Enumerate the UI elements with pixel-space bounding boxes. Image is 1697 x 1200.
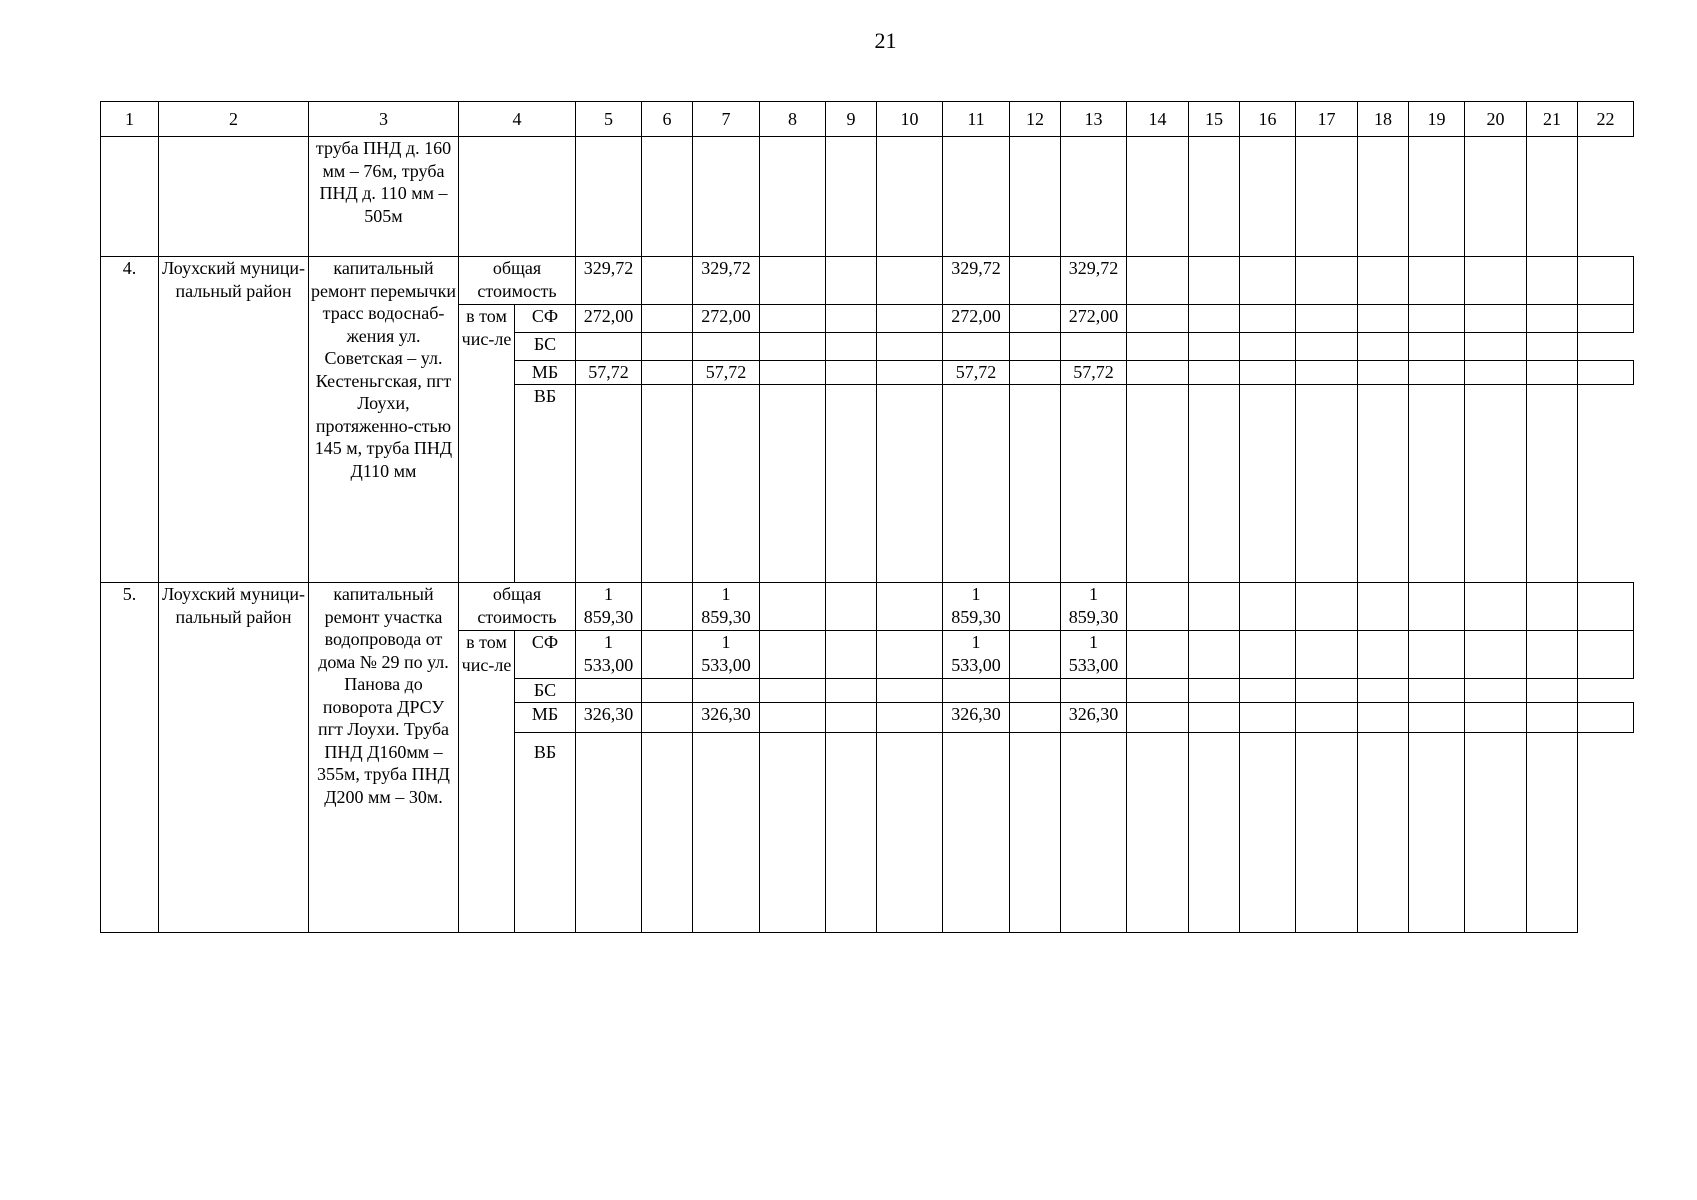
fund-label: СФ xyxy=(515,631,576,679)
table-row xyxy=(101,583,1634,631)
fund-label: БС xyxy=(515,333,576,361)
value-cell: 1 533,00 xyxy=(1061,631,1127,679)
value-cell: 329,72 xyxy=(943,257,1010,305)
including-label: в том чис-ле xyxy=(459,305,515,583)
header-cell: 5 xyxy=(576,102,642,137)
page-number: 21 xyxy=(874,28,897,53)
value-cell: 57,72 xyxy=(576,361,642,385)
value-cell: 1 533,00 xyxy=(693,631,760,679)
header-cell: 20 xyxy=(1465,102,1527,137)
object-description: капитальный ремонт участка водопровода от дома № 29 по ул. Панова до поворота ДРСУ пгт Лоухи. Труба ПНД Д160мм – 355м, труба ПНД Д200 мм – 30м. xyxy=(309,583,459,933)
header-cell: 8 xyxy=(760,102,826,137)
value-cell: 57,72 xyxy=(693,361,760,385)
row-number: 4. xyxy=(101,257,159,583)
value-cell: 329,72 xyxy=(576,257,642,305)
value-cell: 329,72 xyxy=(1061,257,1127,305)
including-label: в том чис-ле xyxy=(459,631,515,933)
header-cell: 17 xyxy=(1296,102,1358,137)
header-row xyxy=(101,102,1634,137)
header-cell: 15 xyxy=(1189,102,1240,137)
header-cell: 22 xyxy=(1578,102,1634,137)
value-cell: 272,00 xyxy=(693,305,760,333)
header-cell: 1 xyxy=(101,102,159,137)
table-row xyxy=(101,257,1634,305)
value-cell: 57,72 xyxy=(943,361,1010,385)
value-cell: 326,30 xyxy=(576,703,642,733)
object-description: труба ПНД д. 160 мм – 76м, труба ПНД д. 110 мм – 505м xyxy=(309,137,459,257)
value-cell: 329,72 xyxy=(693,257,760,305)
value-cell: 1 533,00 xyxy=(943,631,1010,679)
header-cell: 10 xyxy=(877,102,943,137)
header-cell: 11 xyxy=(943,102,1010,137)
header-cell: 16 xyxy=(1240,102,1296,137)
header-cell: 21 xyxy=(1527,102,1578,137)
row-number: 5. xyxy=(101,583,159,933)
value-cell: 57,72 xyxy=(1061,361,1127,385)
header-cell: 3 xyxy=(309,102,459,137)
header-cell: 4 xyxy=(459,102,576,137)
header-cell: 19 xyxy=(1409,102,1465,137)
header-cell: 9 xyxy=(826,102,877,137)
fund-label: СФ xyxy=(515,305,576,333)
header-cell: 18 xyxy=(1358,102,1409,137)
value-cell: 272,00 xyxy=(943,305,1010,333)
value-cell: 1 533,00 xyxy=(576,631,642,679)
fund-label: ВБ xyxy=(515,733,576,933)
district-name: Лоухский муници-пальный район xyxy=(159,583,309,933)
header-cell: 7 xyxy=(693,102,760,137)
header-cell: 14 xyxy=(1127,102,1189,137)
fund-label: МБ xyxy=(515,361,576,385)
total-cost-label: общая стоимость xyxy=(459,257,576,305)
value-cell: 1 859,30 xyxy=(943,583,1010,631)
value-cell: 1 859,30 xyxy=(1061,583,1127,631)
value-cell: 272,00 xyxy=(1061,305,1127,333)
header-cell: 2 xyxy=(159,102,309,137)
fund-label: ВБ xyxy=(515,385,576,583)
value-cell: 272,00 xyxy=(576,305,642,333)
value-cell: 326,30 xyxy=(1061,703,1127,733)
fund-label: МБ xyxy=(515,703,576,733)
program-table xyxy=(100,101,1634,933)
value-cell: 1 859,30 xyxy=(693,583,760,631)
value-cell: 326,30 xyxy=(943,703,1010,733)
total-cost-label: общая стоимость xyxy=(459,583,576,631)
value-cell: 326,30 xyxy=(693,703,760,733)
object-description: капитальный ремонт перемычки трасс водоснаб-жения ул. Советская – ул. Кестеньгская, пгт Лоухи, протяженно-стью 145 м, труба ПНД Д110 мм xyxy=(309,257,459,583)
district-name: Лоухский муници-пальный район xyxy=(159,257,309,583)
fund-label: БС xyxy=(515,679,576,703)
header-cell: 6 xyxy=(642,102,693,137)
table-row xyxy=(101,137,1634,257)
header-cell: 12 xyxy=(1010,102,1061,137)
header-cell: 13 xyxy=(1061,102,1127,137)
value-cell: 1 859,30 xyxy=(576,583,642,631)
